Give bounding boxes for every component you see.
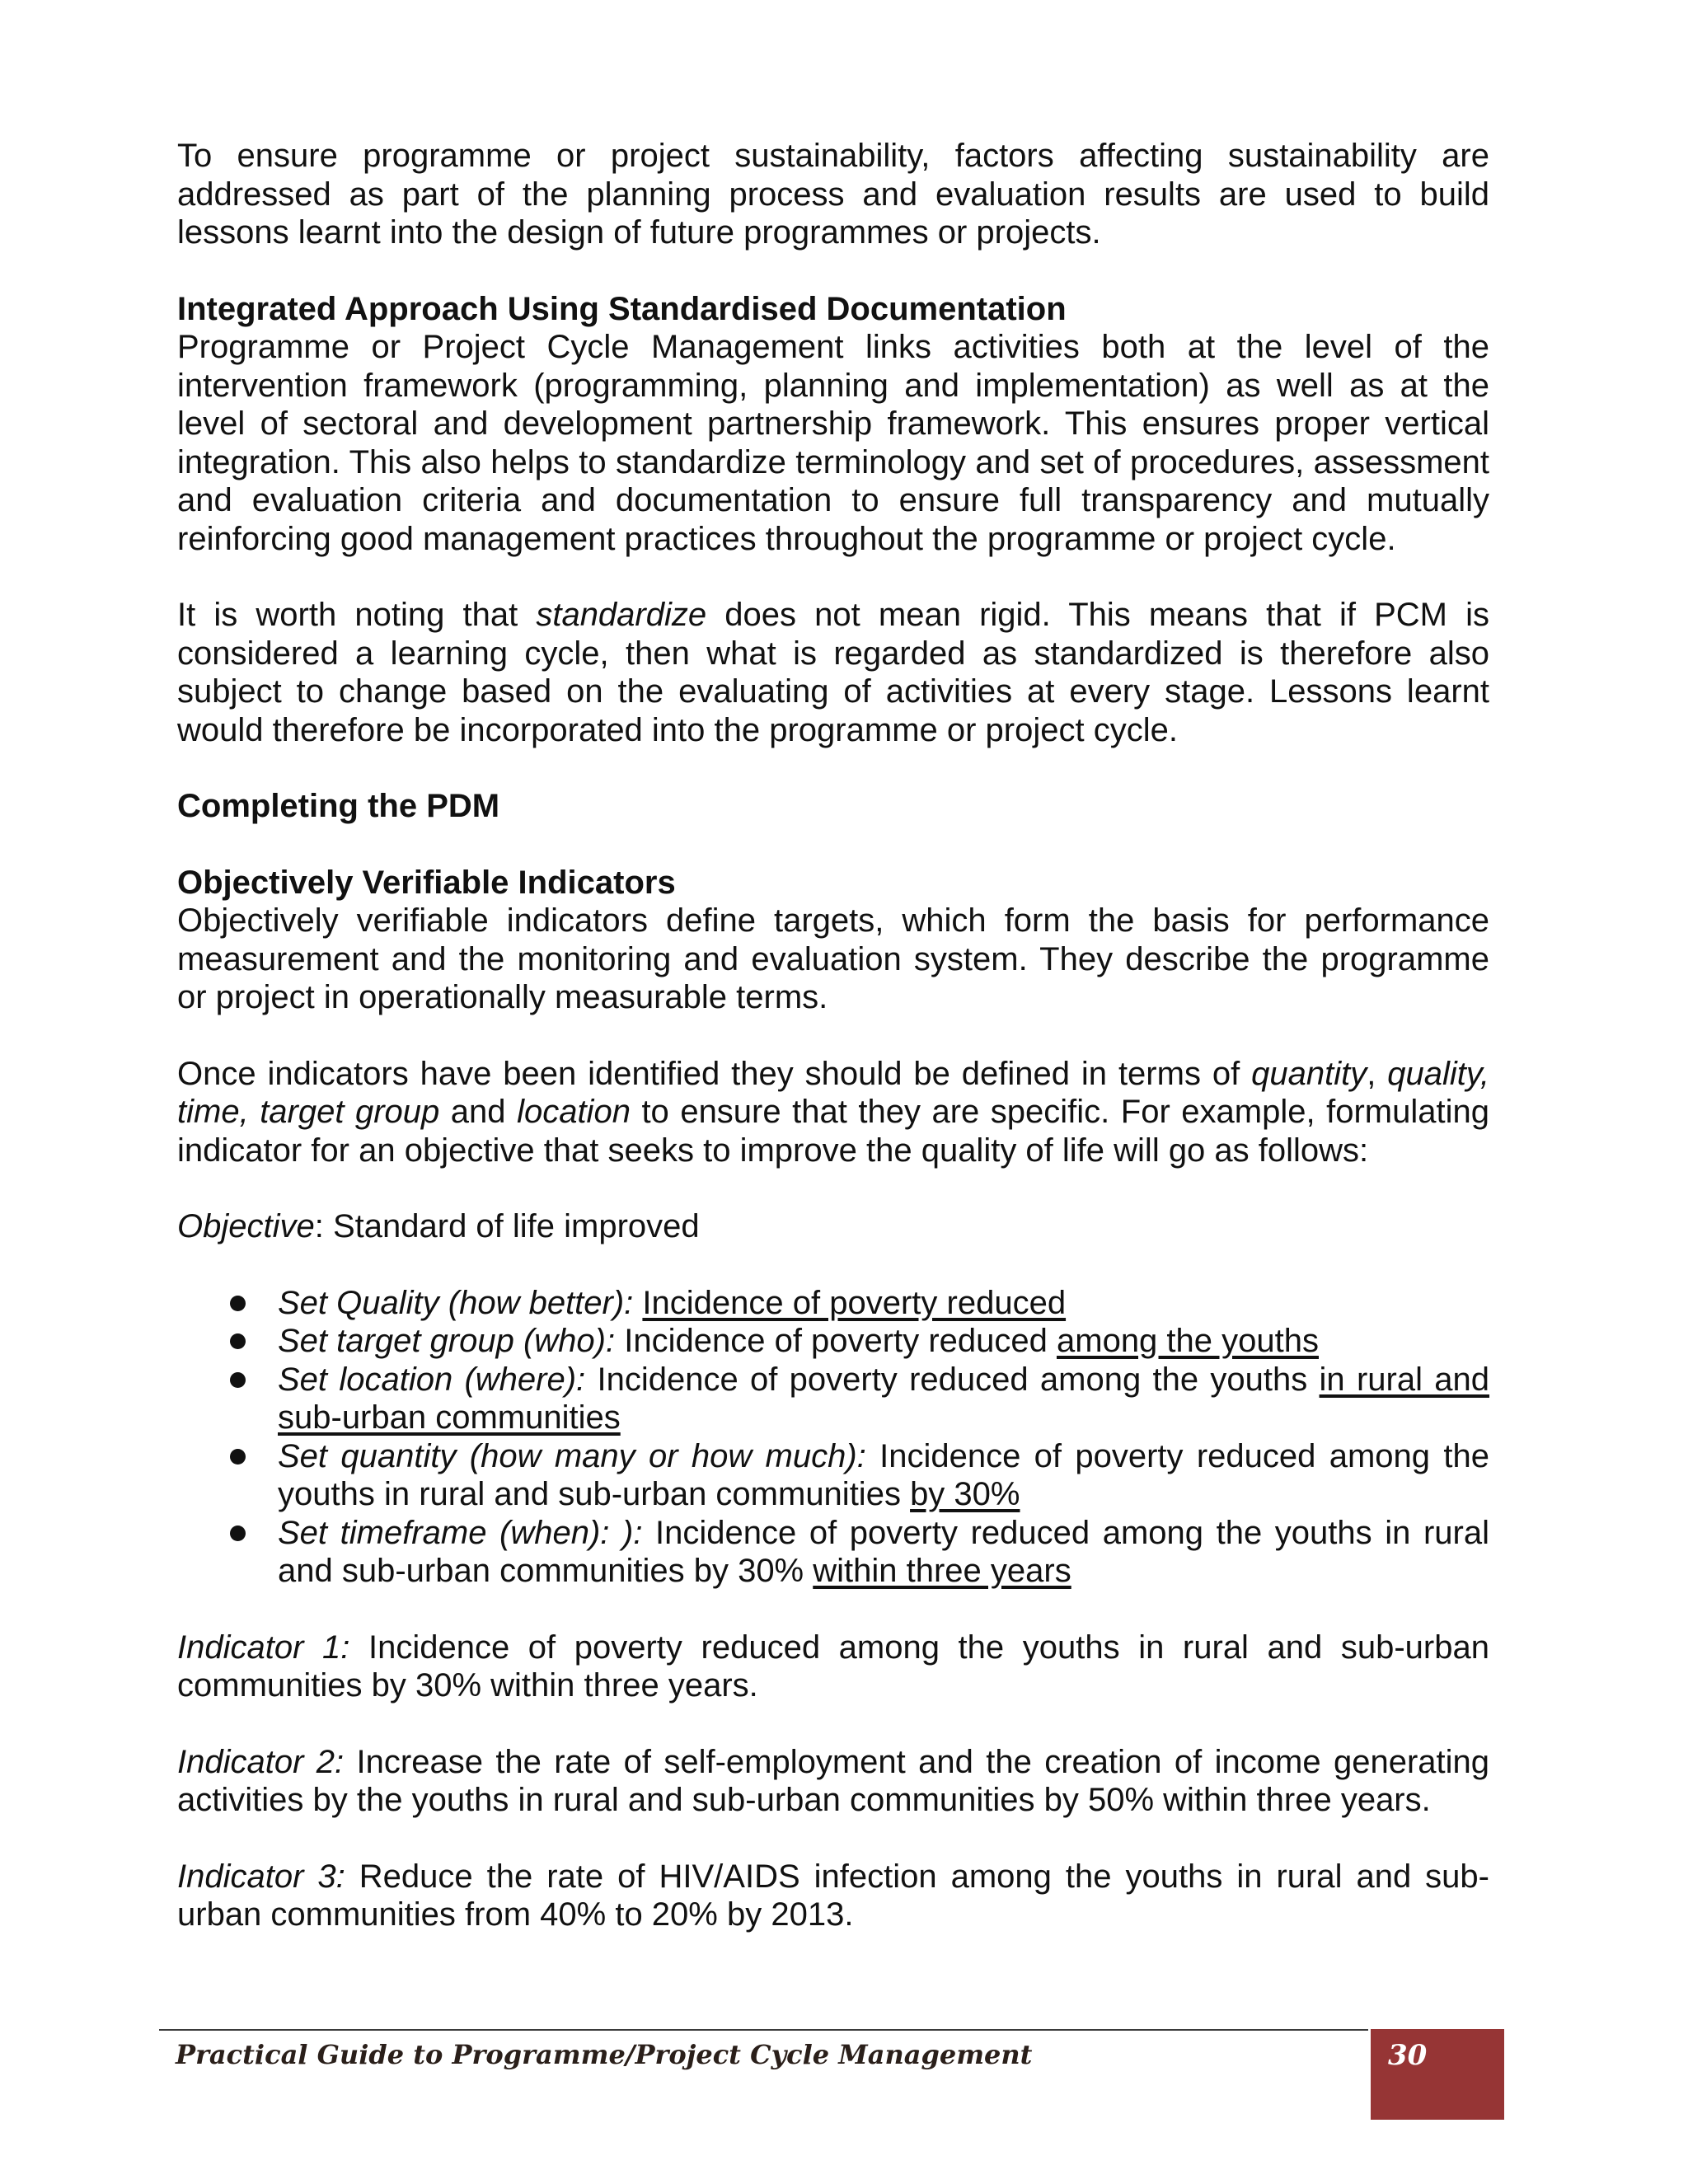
definition-text-d: to ensure that they are specific. For example, formulating indicator for an objective that seeks to improve the quality of life will go as follows:	[177, 1094, 1489, 1169]
heading-ovi: Objectively Verifiable Indicators	[177, 864, 676, 901]
paragraph-indicator-2	[177, 1743, 1489, 1820]
bullet-icon	[230, 1526, 246, 1541]
list-item-plain: Incidence of poverty reduced among the youths in rural and sub-urban communities	[278, 1437, 1489, 1512]
bullet-icon	[230, 1449, 246, 1465]
definition-italic-location: location	[517, 1094, 631, 1130]
list-item	[177, 1437, 1489, 1514]
list-item-plain: Incidence of poverty reduced among the youths	[597, 1361, 1320, 1398]
list-item	[177, 1322, 1489, 1361]
list-item-underlined: in rural and sub-urban communities	[278, 1361, 1490, 1436]
list-item-label: Set location (where):	[278, 1361, 586, 1398]
heading-completing-pdm: Completing the PDM	[177, 788, 500, 824]
definition-italic-quantity: quantity	[1251, 1055, 1367, 1092]
list-item-label: Set quantity (how many or how much):	[278, 1437, 866, 1474]
indicator-text: Increase the rate of self-employment and the creation of income generating activities by the youths in rural and sub-urban communities by 50% within three years.	[177, 1743, 1489, 1818]
definition-text-a: Once indicators have been identified they should be defined in terms of	[177, 1055, 1252, 1092]
objective-text: : Standard of life improved	[314, 1208, 700, 1244]
paragraph-indicator-1	[177, 1629, 1489, 1705]
footer-divider	[159, 2029, 1368, 2031]
list-item-underlined: within three years	[813, 1553, 1071, 1589]
paragraph-indicator-definition	[177, 1055, 1489, 1170]
definition-text-c: and	[439, 1094, 518, 1130]
indicator-label: Indicator 2:	[177, 1743, 345, 1780]
indicator-label: Indicator 1:	[177, 1629, 350, 1666]
definition-text-b: ,	[1367, 1055, 1388, 1092]
paragraph-standardize	[177, 596, 1489, 749]
bullet-icon	[230, 1372, 246, 1388]
indicator-criteria-list	[177, 1284, 1489, 1591]
list-item	[177, 1284, 1489, 1323]
list-item	[177, 1361, 1489, 1437]
paragraph-indicator-3	[177, 1858, 1489, 1934]
list-item-label: Set target group (who):	[278, 1323, 616, 1359]
paragraph-integrated-approach: Programme or Project Cycle Management links activities both at the level of the intervention framework (programming, planning and implementation) as well as at the level of sectoral and development partnership framework. This ensures proper vertical integration. This also helps to standardize terminology and set of procedures, assessment and evaluation criteria and documentation to ensure full transparency and mutually reinforcing good management practices throughout the programme or project cycle.	[177, 329, 1489, 557]
list-item-underlined: among the youths	[1057, 1323, 1319, 1359]
list-item-plain: Incidence of poverty reduced	[624, 1323, 1057, 1359]
indicator-text: Incidence of poverty reduced among the youths in rural and sub-urban communities by 30% within three years.	[177, 1629, 1489, 1704]
list-item-underlined: by 30%	[910, 1476, 1020, 1512]
definition-italic-quality: quality, time, target group	[177, 1055, 1489, 1130]
list-item-label: Set Quality (how better):	[278, 1284, 634, 1321]
standardize-text-b: does not mean rigid. This means that if PCM is considered a learning cycle, then what is regarded as standardized is therefore also subject to change based on the evaluating of activities at every stage. Lessons learnt would therefore be incorporated into the programme or project cycle.	[177, 597, 1489, 748]
list-item-label: Set timeframe (when): ):	[278, 1514, 643, 1551]
standardize-text-a: It is worth noting that	[177, 597, 537, 633]
list-item-underlined: Incidence of poverty reduced	[642, 1284, 1067, 1321]
page-number: 30	[1388, 2039, 1428, 2072]
list-item	[177, 1514, 1489, 1591]
page-number-box	[1371, 2029, 1504, 2120]
list-item-plain: Incidence of poverty reduced among the youths in rural and sub-urban communities by 30%	[278, 1514, 1489, 1589]
bullet-icon	[230, 1296, 246, 1311]
page-body	[177, 137, 1489, 1934]
standardize-italic: standardize	[536, 597, 707, 633]
paragraph-objective	[177, 1207, 1489, 1246]
bullet-icon	[230, 1333, 246, 1349]
indicator-label: Indicator 3:	[177, 1858, 345, 1895]
paragraph-ovi: Objectively verifiable indicators define targets, which form the basis for performance measurement and the monitoring and evaluation system. They describe the programme or project in operationally measurable terms.	[177, 902, 1489, 1015]
paragraph-sustainability: To ensure programme or project sustainability, factors affecting sustainability are addressed as part of the planning process and evaluation results are used to build lessons learnt into the design of future programmes or projects.	[177, 138, 1489, 251]
footer-title: Practical Guide to Programme/Project Cycle Management	[176, 2039, 1033, 2070]
indicator-text: Reduce the rate of HIV/AIDS infection among the youths in rural and sub-urban communities from 40% to 20% by 2013.	[177, 1858, 1489, 1933]
heading-integrated-approach: Integrated Approach Using Standardised Documentation	[177, 290, 1067, 327]
objective-label: Objective	[177, 1208, 315, 1244]
